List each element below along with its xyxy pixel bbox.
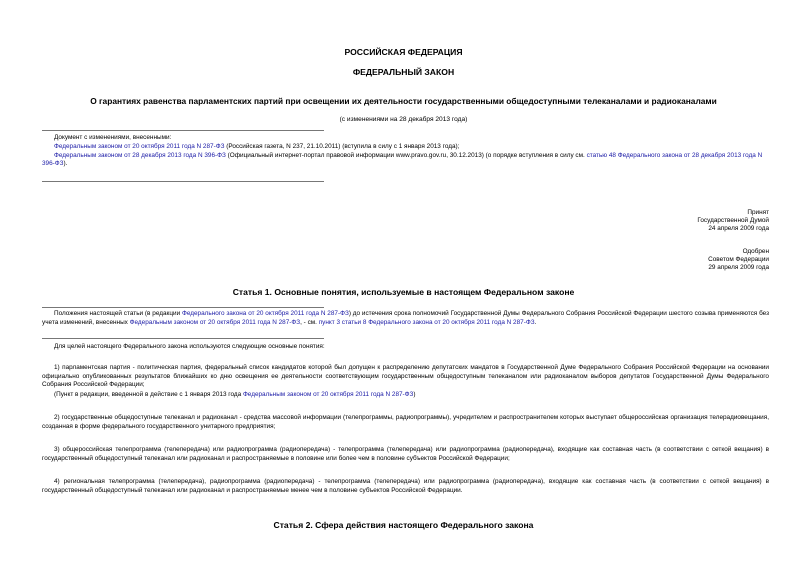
link-point-3-article-8[interactable]: пункт 3 статьи 8 Федерального закона от 20 октября 2011 года N 287-ФЗ — [318, 318, 535, 326]
article-1-point-3: 3) общероссийская телепрограмма (телепередача) или радиопрограмма (радиопередача) - телепрограмма (телепередача) или радиопрограмма (радиопередача), входящие как составная часть (в соответствии с сеткой вещания) в государственный общедоступный телеканал или радиоканал и распространяемые в половине или более чем в половине субъектов Российской Федерации; — [42, 446, 769, 462]
document-type: ФЕДЕРАЛЬНЫЙ ЗАКОН — [352, 67, 455, 77]
article-1-divider-bottom — [42, 338, 324, 339]
top-divider — [42, 130, 324, 131]
article-1-point-2: 2) государственные общедоступные телеканал и радиоканал - средства массовой информации (телепрограммы, радиопрограммы), учредителем и распространителем которых выступает общероссийская организация телерадиовещания, созданная в форме федерального государственного унитарного предприятия; — [42, 414, 769, 430]
article-1-divider-top — [42, 307, 324, 308]
link-law-287[interactable]: Федеральным законом от 20 октября 2011 года N 287-ФЗ — [54, 143, 225, 150]
article-1-intro: Для целей настоящего Федерального закона используются следующие основные понятия: — [54, 343, 325, 350]
document-title: О гарантиях равенства парламентских партий при освещении их деятельности государственными общедоступными телеканалами и радиоканалами — [90, 96, 717, 106]
link-law-287-c[interactable]: Федеральным законом от 20 октября 2011 года N 287-ФЗ — [242, 391, 414, 398]
changes-item-1: Федеральным законом от 20 октября 2011 года N 287-ФЗ (Российская газета, N 237, 21.10.2011) (вступила в силу с 1 января 2013 года); — [54, 143, 460, 150]
article-2-heading: Статья 2. Сфера действия настоящего Федерального закона — [273, 520, 534, 530]
adopted-block: Принят Государственной Думой 24 апреля 2009 года — [697, 209, 769, 232]
link-article-48[interactable]: статью 48 Федерального закона от 28 декабря 2013 года N 396-ФЗ — [42, 152, 763, 167]
changes-divider — [42, 181, 324, 182]
revision-note: (с изменениями на 28 декабря 2013 года) — [339, 116, 468, 123]
article-1-heading: Статья 1. Основные понятия, используемые в настоящем Федеральном законе — [232, 287, 575, 297]
article-1-point-1: 1) парламентская партия - политическая партия, федеральный список кандидатов которой был допущен к распределению депутатских мандатов в Государственной Думе Федерального Собрания Российской Федерации на основании официально опубликованных результатов ближайших ко дню освещения ее деятельности соответствующим государственным общедоступным телеканалом или радиоканалом выборов депутатов Государственной Думы Федерального Собрания Российской Федерации; — [42, 364, 769, 389]
country-name: РОССИЙСКАЯ ФЕДЕРАЦИЯ — [344, 47, 463, 57]
article-1-point-4: 4) региональная телепрограмма (телепередача), радиопрограмма (радиопередача) - телепрограмма (телепередача) или радиопрограмма (радиопередача), входящие как составная часть (в соответствии с сеткой вещания) в государственный общедоступный телеканал или радиоканал и распространяемые менее чем в половине субъектов Российской Федерации. — [42, 478, 769, 494]
link-law-396[interactable]: Федеральным законом от 28 декабря 2013 года N 396-ФЗ — [54, 152, 226, 159]
article-1-note: Положения настоящей статьи (в редакции Федерального закона от 20 октября 2011 года N 287-ФЗ) до истечения срока полномочий Государственной Думы Федерального Собрания Российской Федерации шестого созыва применяются без учета изменений, внесенных Федеральным законом от 20 октября 2011 года N 287-ФЗ, - см. пункт 3 статьи 8 Федерального закона от 20 октября 2011 года N 287-ФЗ. — [42, 310, 770, 326]
approved-block: Одобрен Советом Федерации 29 апреля 2009 года — [708, 248, 769, 271]
article-1-point-1-note: (Пункт в редакции, введенной в действие с 1 января 2013 года Федеральным законом от 20 октября 2011 года N 287-ФЗ) — [54, 391, 416, 398]
link-law-287-a[interactable]: Федерального закона от 20 октября 2011 года N 287-ФЗ — [181, 310, 349, 317]
changes-item-2: Федеральным законом от 28 декабря 2013 года N 396-ФЗ (Официальный интернет-портал правовой информации www.pravo.gov.ru, 30.12.2013) (о порядке вступления в силу см. статью 48 Федерального закона от 28 декабря 2013 года N 396-ФЗ). — [42, 152, 763, 167]
link-law-287-b[interactable]: Федеральным законом от 20 октября 2011 года N 287-ФЗ — [129, 318, 301, 326]
changes-intro: Документ с изменениями, внесенными: — [54, 134, 172, 141]
